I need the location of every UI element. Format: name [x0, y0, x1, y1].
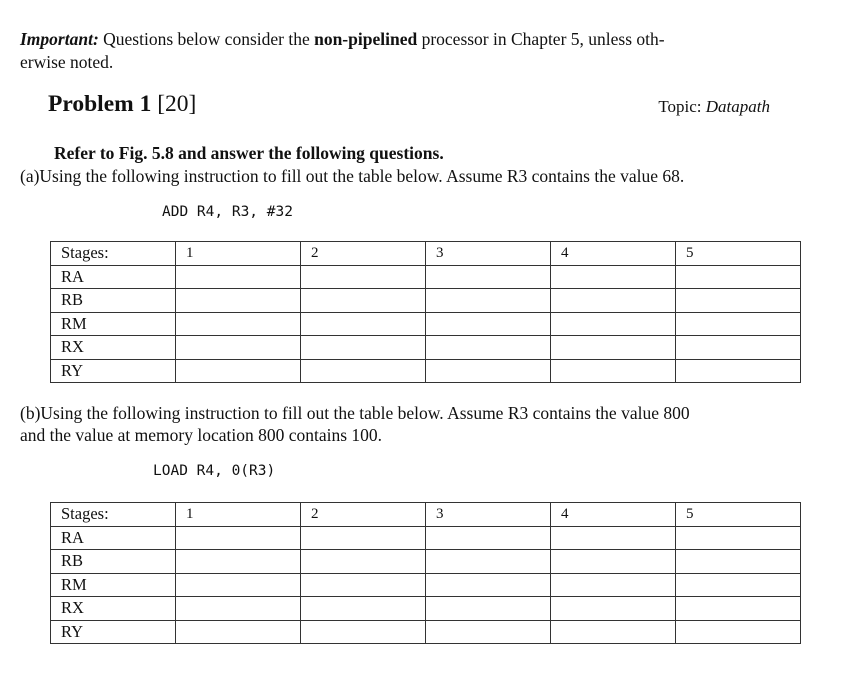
table-cell[interactable] [551, 526, 676, 550]
row-label: RB [51, 289, 176, 313]
table-cell[interactable] [676, 359, 801, 383]
problem-title [48, 91, 196, 118]
table-cell[interactable] [176, 312, 301, 336]
row-label: RM [51, 573, 176, 597]
intro-line-2: erwise noted. [20, 52, 114, 72]
table-cell[interactable] [176, 573, 301, 597]
table-cell[interactable] [676, 265, 801, 289]
table-cell[interactable] [176, 597, 301, 621]
table-row [51, 620, 801, 644]
table-cell[interactable] [176, 289, 301, 313]
table-cell[interactable] [676, 573, 801, 597]
part-a-text: (a)Using the following instruction to fill out the table below. Assume R3 contains the value 68. [20, 166, 685, 186]
table-cell[interactable] [426, 620, 551, 644]
table-cell[interactable] [301, 573, 426, 597]
table-header-cell: 1 [176, 503, 301, 527]
table-cell[interactable] [301, 265, 426, 289]
table-cell[interactable] [301, 526, 426, 550]
table-row [51, 336, 801, 360]
row-label: RA [51, 265, 176, 289]
table-cell[interactable] [426, 550, 551, 574]
part-b-text-line-1: (b)Using the following instruction to fill out the table below. Assume R3 contains the value 800 [20, 403, 690, 423]
table-cell[interactable] [176, 550, 301, 574]
table-cell[interactable] [301, 312, 426, 336]
table-cell[interactable] [301, 620, 426, 644]
table-header-label: Stages: [51, 503, 176, 527]
table-row [51, 265, 801, 289]
table-cell[interactable] [676, 526, 801, 550]
table-row [51, 573, 801, 597]
table-row [51, 597, 801, 621]
problem-title-text: Problem 1 [48, 91, 152, 117]
table-cell[interactable] [301, 289, 426, 313]
table-cell[interactable] [426, 289, 551, 313]
table-cell[interactable] [551, 573, 676, 597]
topic-label: Topic: [658, 97, 706, 116]
instruction: Refer to Fig. 5.8 and answer the following questions. [54, 143, 444, 163]
table-header-cell: 1 [176, 242, 301, 266]
intro-label: Important: [20, 29, 99, 49]
table-cell[interactable] [676, 312, 801, 336]
table-header-cell: 5 [676, 242, 801, 266]
table-cell[interactable] [426, 526, 551, 550]
table-cell[interactable] [676, 289, 801, 313]
table-cell[interactable] [176, 620, 301, 644]
intro-bold: non-pipelined [314, 29, 418, 49]
row-label: RX [51, 597, 176, 621]
table-cell[interactable] [676, 620, 801, 644]
table-cell[interactable] [551, 597, 676, 621]
row-label: RM [51, 312, 176, 336]
table-row [51, 312, 801, 336]
row-label: RB [51, 550, 176, 574]
intro-text-2: processor in Chapter 5, unless oth- [417, 29, 665, 49]
table-header-cell: 5 [676, 503, 801, 527]
table-cell[interactable] [426, 573, 551, 597]
part-a-code: ADD R4, R3, #32 [162, 204, 293, 220]
table-cell[interactable] [551, 359, 676, 383]
row-label: RA [51, 526, 176, 550]
table-header-cell: 2 [301, 503, 426, 527]
table-cell[interactable] [301, 359, 426, 383]
table-row [51, 550, 801, 574]
table-row [51, 359, 801, 383]
table-cell[interactable] [551, 289, 676, 313]
table-cell[interactable] [426, 265, 551, 289]
row-label: RX [51, 336, 176, 360]
table-cell[interactable] [551, 336, 676, 360]
table-header-row [51, 242, 801, 266]
intro-line-1 [20, 28, 665, 50]
topic-value: Datapath [705, 97, 770, 116]
table-cell[interactable] [676, 550, 801, 574]
part-b-table [50, 502, 801, 644]
intro-text-1: Questions below consider the [98, 29, 315, 49]
table-cell[interactable] [551, 550, 676, 574]
table-cell[interactable] [551, 312, 676, 336]
topic [658, 97, 770, 117]
part-a-table [50, 241, 801, 383]
table-header-cell: 4 [551, 503, 676, 527]
table-cell[interactable] [301, 597, 426, 621]
row-label: RY [51, 620, 176, 644]
table-cell[interactable] [176, 265, 301, 289]
table-cell[interactable] [176, 336, 301, 360]
table-header-cell: 3 [426, 503, 551, 527]
table-cell[interactable] [301, 336, 426, 360]
table-cell[interactable] [426, 312, 551, 336]
table-cell[interactable] [301, 550, 426, 574]
table-header-cell: 3 [426, 242, 551, 266]
table-cell[interactable] [176, 359, 301, 383]
table-cell[interactable] [551, 620, 676, 644]
table-header-cell: 2 [301, 242, 426, 266]
table-row [51, 289, 801, 313]
part-b-text-line-2: and the value at memory location 800 contains 100. [20, 425, 383, 445]
table-header-cell: 4 [551, 242, 676, 266]
table-cell[interactable] [426, 597, 551, 621]
table-cell[interactable] [176, 526, 301, 550]
table-cell[interactable] [676, 336, 801, 360]
table-cell[interactable] [426, 336, 551, 360]
table-cell[interactable] [551, 265, 676, 289]
problem-points: [20] [157, 91, 197, 117]
table-row [51, 526, 801, 550]
table-cell[interactable] [426, 359, 551, 383]
table-header-row [51, 503, 801, 527]
part-b-code: LOAD R4, 0(R3) [153, 463, 276, 479]
table-header-label: Stages: [51, 242, 176, 266]
row-label: RY [51, 359, 176, 383]
table-cell[interactable] [676, 597, 801, 621]
